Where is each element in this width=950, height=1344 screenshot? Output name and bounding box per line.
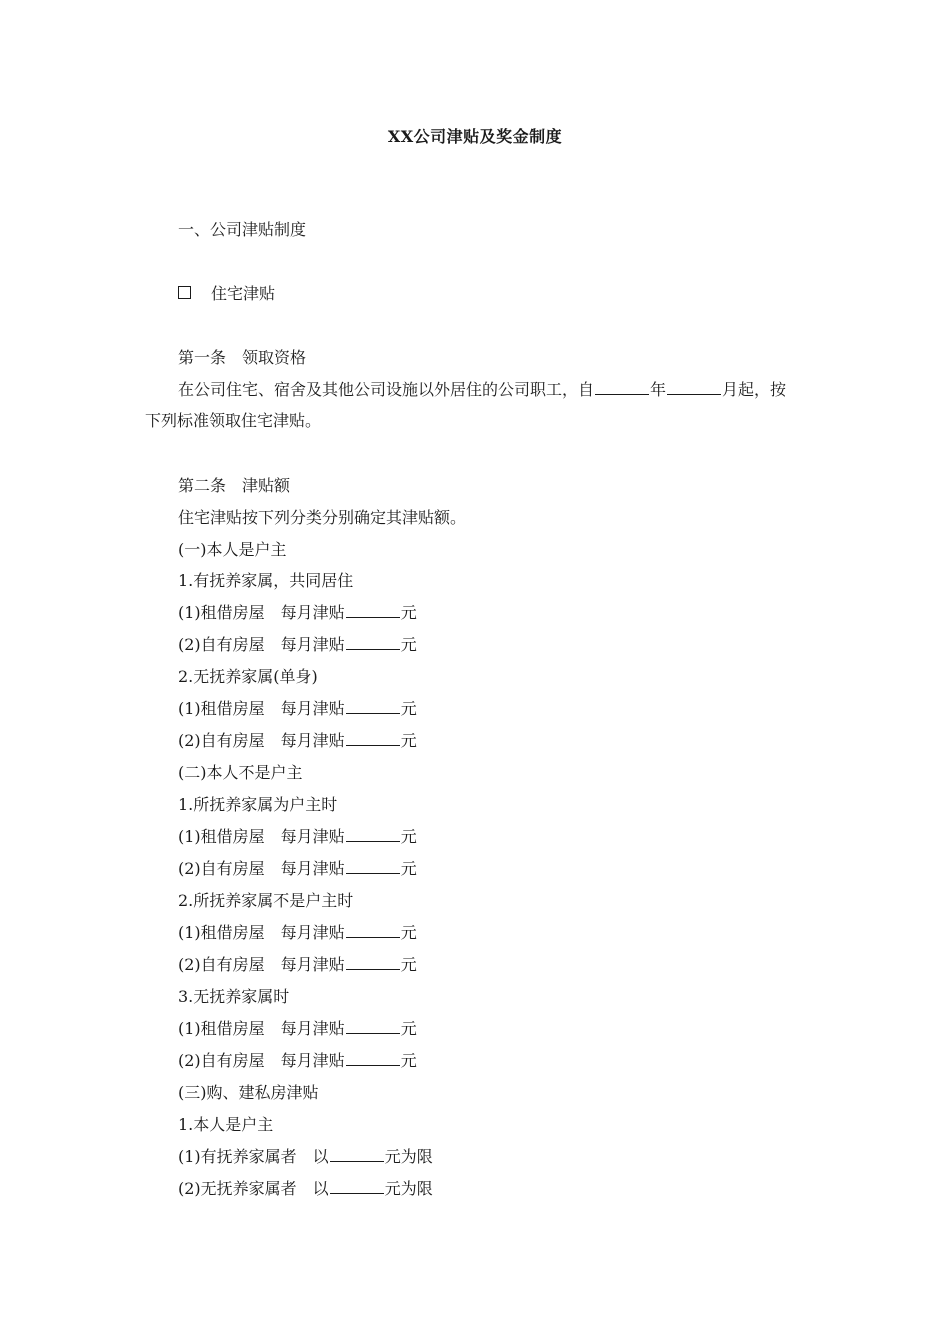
category-1-item-1: 1.有抚养家属，共同居住 — [178, 571, 354, 590]
category-2-item-3: 3.无抚养家属时 — [178, 987, 290, 1006]
category-2-item-1: 1.所抚养家属为户主时 — [178, 795, 338, 814]
allowance-row: (2)自有房屋 每月津贴 元 — [178, 859, 417, 878]
allowance-row: (1)租借房屋 每月津贴 元 — [178, 827, 417, 846]
document-title: XX公司津贴及奖金制度 — [387, 127, 563, 146]
blank-amount — [346, 698, 400, 714]
subsection-heading — [178, 283, 275, 305]
blank-month — [667, 379, 721, 395]
limit-row: (1)有抚养家属者 以 元为限 — [178, 1147, 433, 1166]
blank-amount — [346, 1050, 400, 1066]
article-1-paragraph: 在公司住宅、宿舍及其他公司设施以外居住的公司职工，自 年 月起，按 — [178, 380, 787, 399]
allowance-row: (1)租借房屋 每月津贴 元 — [178, 1019, 417, 1038]
blank-amount — [346, 1018, 400, 1034]
category-3: (三)购、建私房津贴 — [178, 1083, 319, 1102]
section-heading: 一、公司津贴制度 — [178, 220, 307, 239]
allowance-row: (2)自有房屋 每月津贴 元 — [178, 955, 417, 974]
subsection-label: 住宅津贴 — [211, 284, 276, 303]
category-2-item-2: 2.所抚养家属不是户主时 — [178, 891, 354, 910]
allowance-row: (2)自有房屋 每月津贴 元 — [178, 731, 417, 750]
category-1-item-2: 2.无抚养家属(单身) — [178, 667, 318, 686]
limit-row: (2)无抚养家属者 以 元为限 — [178, 1179, 433, 1198]
blank-amount — [330, 1178, 384, 1194]
category-1: (一)本人是户主 — [178, 540, 287, 559]
article-2-heading: 第二条 津贴额 — [178, 476, 291, 495]
allowance-row: (1)租借房屋 每月津贴 元 — [178, 699, 417, 718]
allowance-row: (1)租借房屋 每月津贴 元 — [178, 923, 417, 942]
category-3-item-1: 1.本人是户主 — [178, 1115, 274, 1134]
allowance-row: (1)租借房屋 每月津贴 元 — [178, 603, 417, 622]
blank-amount — [346, 858, 400, 874]
blank-amount — [346, 826, 400, 842]
blank-amount — [346, 730, 400, 746]
blank-year — [595, 379, 649, 395]
category-2: (二)本人不是户主 — [178, 763, 303, 782]
blank-amount — [330, 1146, 384, 1162]
article-1-heading: 第一条 领取资格 — [178, 348, 307, 367]
allowance-row: (2)自有房屋 每月津贴 元 — [178, 635, 417, 654]
article-2-intro: 住宅津贴按下列分类分别确定其津贴额。 — [178, 508, 467, 527]
article-1-paragraph-cont: 下列标准领取住宅津贴。 — [145, 411, 322, 430]
blank-amount — [346, 634, 400, 650]
blank-amount — [346, 922, 400, 938]
blank-amount — [346, 954, 400, 970]
blank-amount — [346, 602, 400, 618]
checkbox-icon — [178, 286, 191, 299]
allowance-row: (2)自有房屋 每月津贴 元 — [178, 1051, 417, 1070]
